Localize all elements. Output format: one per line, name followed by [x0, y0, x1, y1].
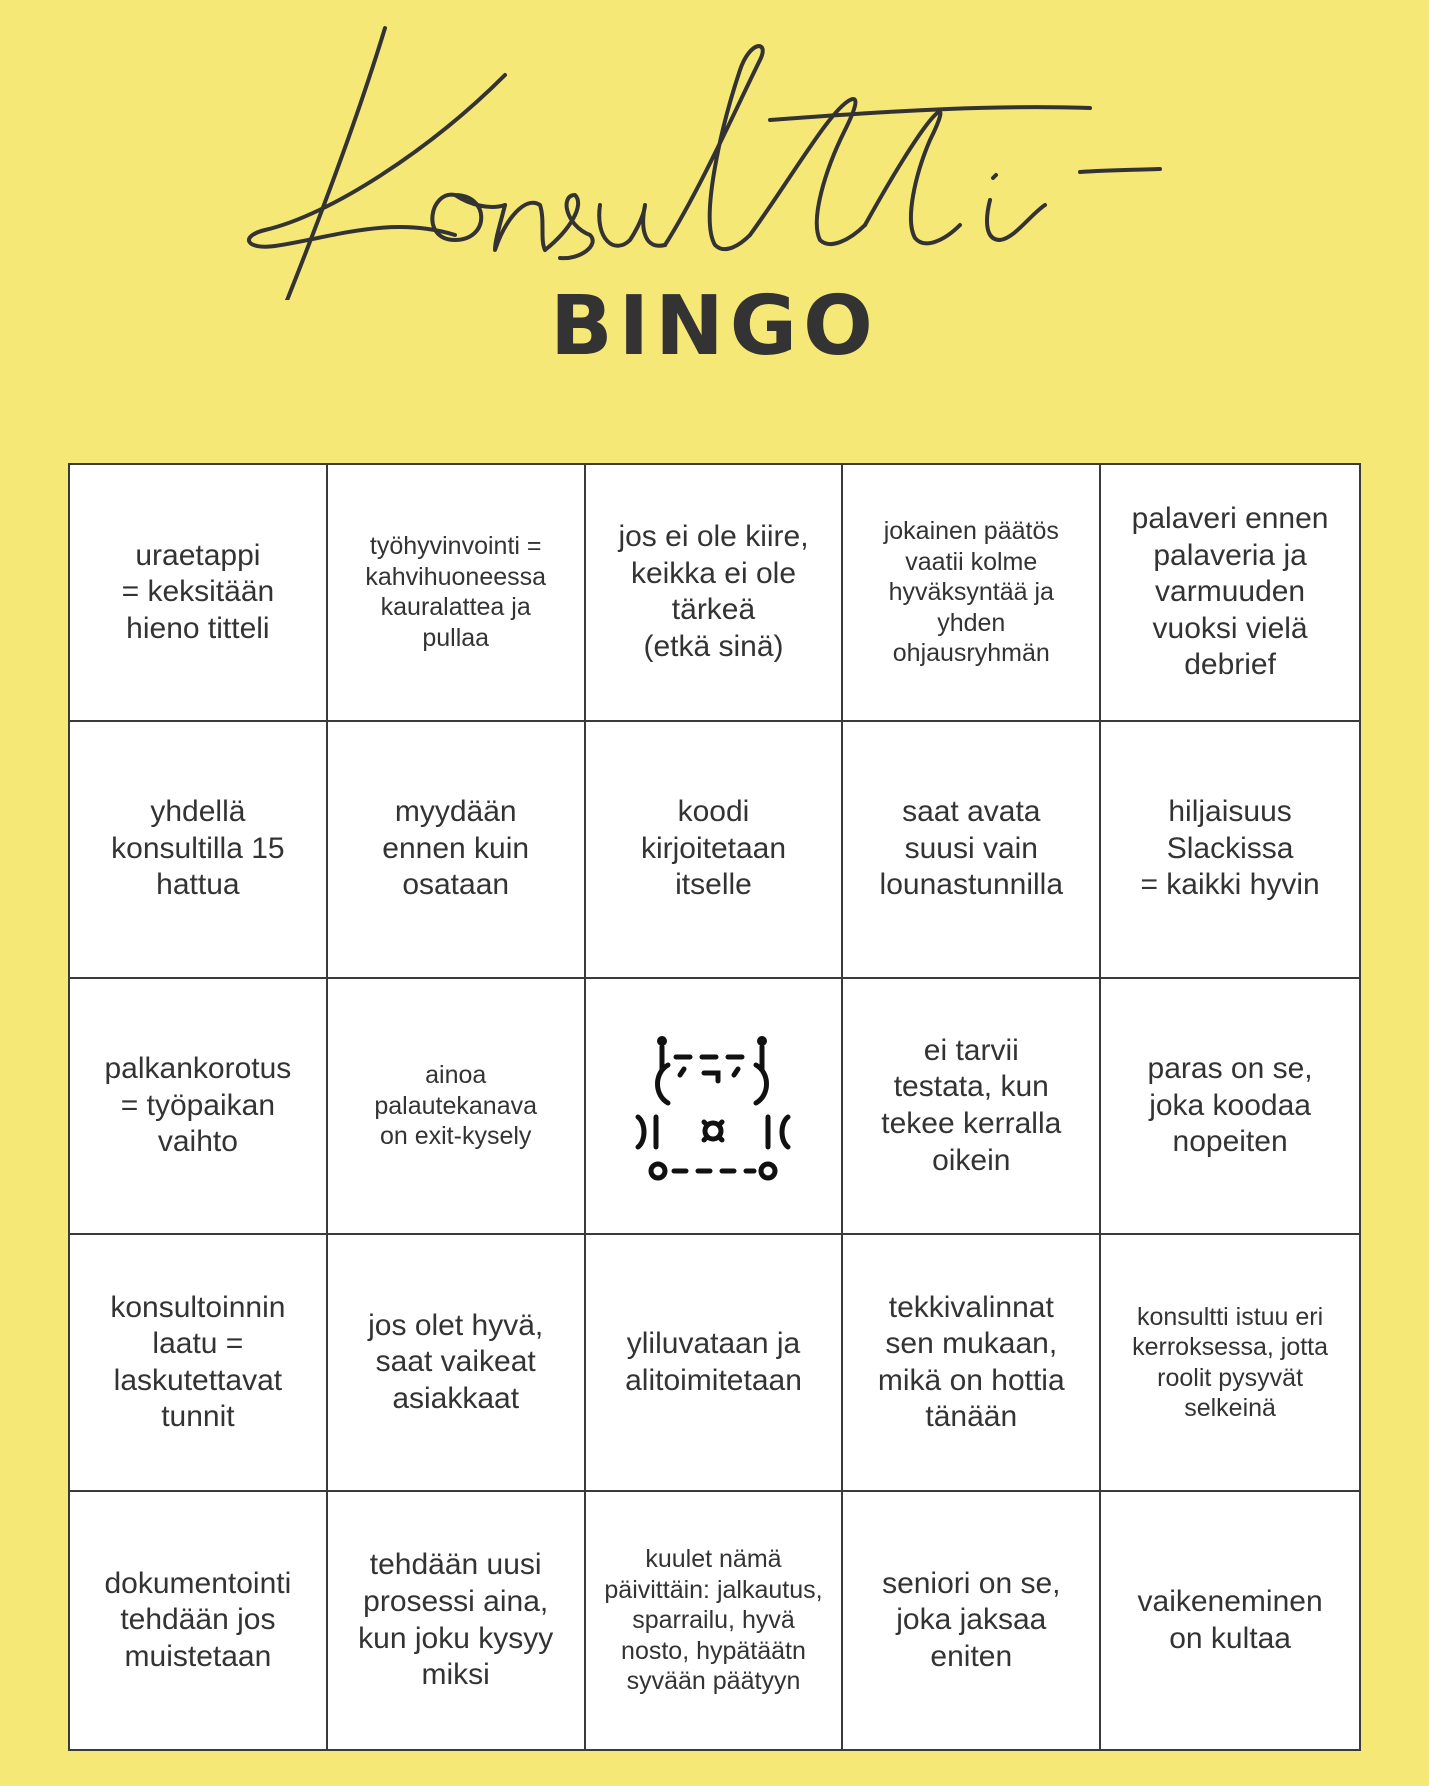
bingo-cell[interactable]: ei tarvii testata, kun tekee kerralla oikein: [843, 979, 1101, 1236]
script-title-lettering: [0, 0, 1429, 300]
bingo-cell[interactable]: työhyvinvointi = kahvihuoneessa kauralattea ja pullaa: [328, 465, 586, 722]
bingo-free-space[interactable]: [586, 979, 844, 1236]
bingo-cell[interactable]: tehdään uusi prosessi aina, kun joku kysyy miksi: [328, 1492, 586, 1749]
bingo-cell[interactable]: jos ei ole kiire, keikka ei ole tärkeä (etkä sinä): [586, 465, 844, 722]
flipping-table-emoticon-icon: [618, 1021, 808, 1191]
bingo-cell[interactable]: myydään ennen kuin osataan: [328, 722, 586, 979]
bingo-cell[interactable]: dokumentointi tehdään jos muistetaan: [70, 1492, 328, 1749]
bingo-cell[interactable]: kuulet nämä päivittäin: jalkautus, sparrailu, hyvä nosto, hypätäätn syvään päätyyn: [586, 1492, 844, 1749]
bingo-cell[interactable]: seniori on se, joka jaksaa eniten: [843, 1492, 1101, 1749]
bingo-cell[interactable]: ainoa palautekanava on exit-kysely: [328, 979, 586, 1236]
script-title: [0, 0, 1429, 300]
bingo-cell[interactable]: palkankorotus = työpaikan vaihto: [70, 979, 328, 1236]
bingo-cell[interactable]: konsultoinnin laatu = laskutettavat tunnit: [70, 1235, 328, 1492]
bingo-cell[interactable]: hiljaisuus Slackissa = kaikki hyvin: [1101, 722, 1359, 979]
bingo-board: [68, 463, 1361, 1751]
bingo-cell[interactable]: vaikeneminen on kultaa: [1137, 1584, 1323, 1655]
bingo-cell[interactable]: palaveri ennen palaveria ja varmuuden vuoksi vielä debrief: [1101, 465, 1359, 722]
bingo-cell[interactable]: paras on se, joka koodaa nopeiten: [1101, 979, 1359, 1236]
bingo-title: BINGO: [550, 279, 879, 374]
bingo-cell[interactable]: konsultti istuu eri kerroksessa, jotta roolit pysyvät selkeinä: [1101, 1235, 1359, 1492]
bingo-cell[interactable]: yliluvataan ja alitoimitetaan: [586, 1235, 844, 1492]
bingo-cell[interactable]: uraetappi = keksitään hieno titteli: [70, 465, 328, 722]
bingo-cell[interactable]: jokainen päätös vaatii kolme hyväksyntää ja yhden ohjausryhmän: [843, 465, 1101, 722]
bingo-cell[interactable]: tekkivalinnat sen mukaan, mikä on hottia tänään: [843, 1235, 1101, 1492]
bingo-cell[interactable]: koodi kirjoitetaan itselle: [586, 722, 844, 979]
bingo-cell[interactable]: saat avata suusi vain lounastunnilla: [843, 722, 1101, 979]
bingo-cell[interactable]: jos olet hyvä, saat vaikeat asiakkaat: [328, 1235, 586, 1492]
bingo-cell[interactable]: yhdellä konsultilla 15 hattua: [70, 722, 328, 979]
